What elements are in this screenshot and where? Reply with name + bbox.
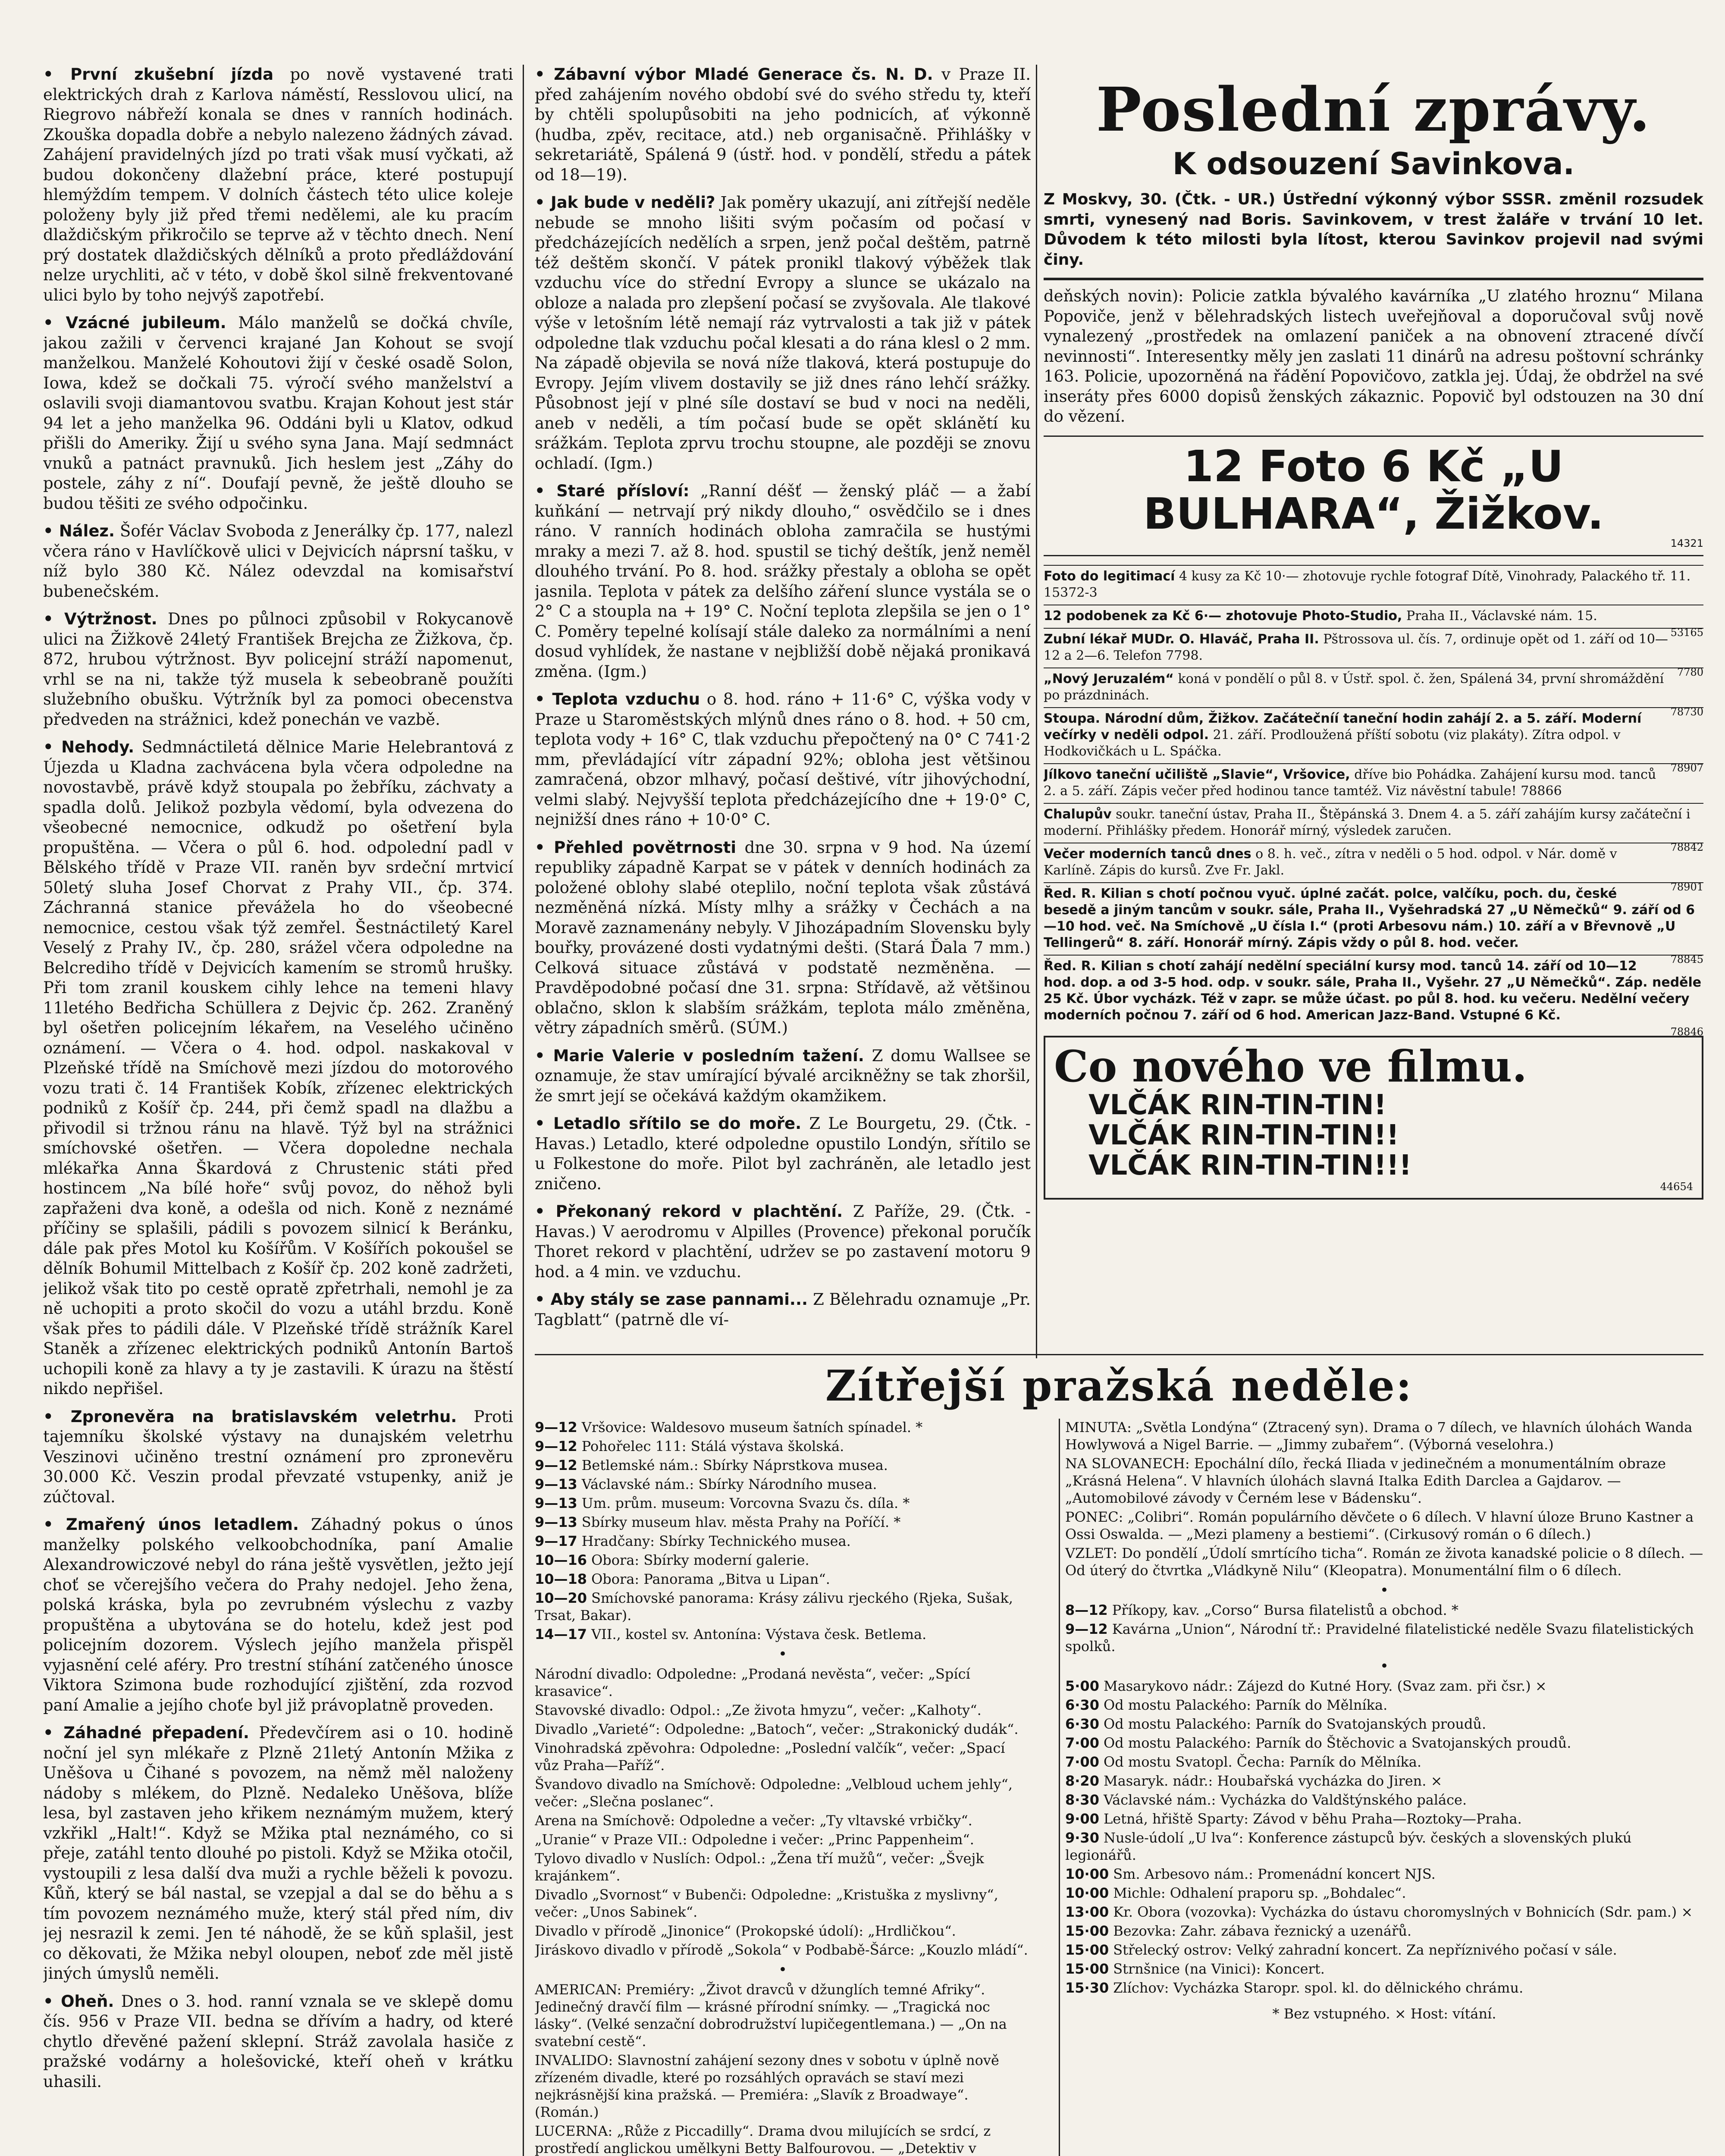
latest-news-lead: Z Moskvy, 30. (Čtk. - UR.) Ústřední výkonný výbor SSSR. změnil rozsudek smrti, vynesený nad Boris. Savinkovem, v trest žaláře v trvání 10 let. Důvodem k této milosti byla lítost, kterou Savinkov projevil nad svými činy.	[1044, 191, 1703, 269]
program-entry	[535, 1476, 1031, 1493]
program-entry	[535, 1922, 1031, 1940]
ad-number: 78842	[1670, 841, 1703, 853]
article-headline: • Překonaný rekord v plachtění.	[535, 1202, 843, 1221]
article-headline: • Záhadné přepadení.	[43, 1724, 249, 1742]
latest-news-story: deňských novin): Policie zatkla bývalého kavárníka „U zlatého hroznu“ Milana Popoviče, jenž v bělehradských listech uveřejňoval a doporučoval svůj nově vynalezený „prostředek na omlazení paniček a na obnovení ztracené dívčí nevinnosti“. Interesentky měly jen zaslati 11 dinárů na adresu poštovní schránky 163. Policie, upozorněná na řádění Popovičovo, zatkla jej. Údaj, že obdržel na své inseráty přes 6000 dopisů ženských zákaznic. Popovič byl odstouzen na 30 dní do vězení.	[1044, 287, 1703, 426]
program-entry	[1065, 1545, 1703, 1579]
program-text: Sm. Arbesovo nám.: Promenádní koncert NJS.	[1113, 1866, 1436, 1882]
program-time: 15·30	[1065, 1980, 1109, 1996]
news-article	[535, 1202, 1031, 1282]
ad-headline: Zubní lékař MUDr. O. Hlaváč, Praha II.	[1044, 631, 1319, 647]
article-text: Sedmnáctiletá dělnice Marie Helebrantová z Újezda u Kladna zachvácena byla včera odpoledne na novostavbě, právě když stoupala po žebříku, záchvaty a spadla dolů. Jelikož pozbyla vědomí, byla odvezena do všeobecné nemocnice, odkudž po ošetření byla propuštěna. — Včera o půl 6. hod. odpolední padl v Bělského třídě v Praze VII. raněn byv srdeční mrtvicí 50letý sluha Josef Chorvat z Prahy VII., čp. 374. Záchranná stanice převážela ho do všeobecné nemocnice, cestou však týž zemřel. Šestnáctiletý Karel Veselý z Prahy IV., čp. 280, srážel včera odpoledne na Belcrediho třídě v Dejvicích kamením se stromů hrušky. Při tom zranil kouskem cihly lehce na temeni hlavy 11letého Bedřicha Schüllera z Dejvic čp. 262. Zraněný byl ošetřen policejním lékařem, na Veselého učiněno oznámení. — Včera o 4. hod. odpol. naskakoval v Plzeňské třídě na Smíchově mezi jízdou do motorového vozu trati č. 14 František Kobík, zřízenec elektrických podniků z Košíř čp. 244, při čemž spadl na dlažbu a přivodil si tržnou ránu na hlavě. Týž byl na strážnici smíchovské ošetřen. — Včera dopoledne nechala mlékařka Anna Škardová z Chrustenic státi před hostincem „Na bílé hoře“ svůj povoz, do něhož byli zapřaženi dva koně, a odešla od nich. Koně z neznámé příčiny se splašili, pádili s povozem silnicí k Beránku, dále pak přes Motol ku Košířům. V Košířích pokoušel se dělník Bohumil Mittelbach z Košíř čp. 202 koně zadržeti, jelikož však tito po cestě opratě zpřetrhali, nemohl je za ně uchopiti a proto skočil do vozu a utáhl brzdu. Koně však přes to pádili dále. V Plzeňské třídě strážník Karel Staněk a zřízenec elektrických podniků Antonín Bartoš uchopili koně za hlavy a ty je zastavili. K úrazu na štěstí nikdo nepřišel.	[43, 738, 513, 1398]
ad-headline: Řed. R. Kilian s chotí zahájí nedělní speciální kursy mod. tanců 14. září od 10—12 hod. dop. a od 3-5 hod. odp. v soukr. sále, Praha II., Vyšehr. 27 „U Němečků“. Záp. neděle 25 Kč. Úbor vycházk. Též v zapr. se může účast. po půl 8. hod. ku večeru. Nedělní večery moderních počnou 7. září od 6 hod. American Jazz-Band. Vstupné 6 Kč.	[1044, 958, 1702, 1023]
program-text: INVALIDO: Slavnostní zahájení sezony dnes v sobotu v úplně nově zřízeném divadle, které po rozsáhlých opravách se staví mezi nejkrásnější kina pražská. — Premiéra: „Slavík z Broadwaye“. (Román.)	[535, 2052, 999, 2120]
program-entry	[535, 1776, 1031, 1810]
article-text: o 8. hod. ráno + 11·6° C, výška vody v Praze u Staroměstských mlýnů dnes ráno o 8. hod. + 50 cm, teplota vody + 16° C, tlak vzduchu přepočtený na 0° C 741·2 mm, převládající vítr západní 92%; obloha jest většinou zamračená, obzor mlhavý, počasí deštivé, vítr jihovýchodní, velmi slabý. Nejvyšší teplota předcházejícího dne + 19·0° C, nejnižší dnes ráno + 10·0° C.	[535, 690, 1031, 829]
program-entry	[1065, 1696, 1703, 1714]
classified-ad	[1044, 628, 1703, 678]
program-time: 9·00	[1065, 1811, 1099, 1827]
news-article	[535, 1114, 1031, 1194]
program-entry	[535, 1850, 1031, 1884]
article-text: Z Bělehradu oznamuje „Pr. Tagblatt“ (patrně dle ví-	[535, 1290, 1031, 1329]
article-text: Málo manželů se dočká chvíle, jakou zažili v červenci krajané Jan Kohout se svojí manželkou. Manželé Kohoutovi žijí v české osadě Solon, Iowa, kdež se dočkali 75. výročí svého manželství a oslavili svoji diamantovou svatbu. Krajan Kohout jest stár 94 let a jeho manželka 96. Oddáni byli u Klatov, odkud přišli do Ameriky. Žijí u svého syna Jana. Mají sedmnáct vnuků a patnáct pravnuků. Jich heslem jest „Záhy do postele, záhy z ní“. Doufají pevně, že ještě dlouho se budou těšiti ze svého odpočinku.	[43, 313, 513, 513]
news-article	[43, 1992, 513, 2092]
program-entry	[1065, 1865, 1703, 1883]
program-entry	[535, 1589, 1031, 1624]
program-time: 8—12	[1065, 1602, 1108, 1618]
program-entry	[535, 1831, 1031, 1848]
program-time: 10—20	[535, 1590, 587, 1606]
program-entry	[535, 1702, 1031, 1719]
article-headline: • Marie Valerie v posledním tažení.	[535, 1046, 864, 1065]
article-text: Předevčírem asi o 10. hodině noční jel syn mlékaře z Plzně 21letý Antonín Mžika z Uněšova u Čihané s povozem, na němž měl naloženy nádoby s mlékem, do Plzně. Nedaleko Uněšova, blíže lesa, byl zastaven jeho křikem neznámým mužem, který vzkřikl „Halt!“. Když se Mžika ptal neznámého, co si přeje, zatáhl tento dlouhé po pistoli. Když se Mžika otočil, vystoupili z lesa další dva muži a rychle běželi k povozu. Kůň, který se bál nastal, se vzepjal a dal se do běhu a s tím povozem neznámého muže, který stál před ním, div jej nesrazil k zemi. Jen té náhodě, že se kůň splašil, jest co děkovati, že Mžika nebyl oloupen, neboť zde měl jistě jiných úmyslů neměli.	[43, 1724, 513, 1983]
ad-number: 78846	[1670, 1025, 1703, 1038]
ad-text: 4 kusy za Kč 10·— zhotovuje rychle fotograf Dítě, Vinohrady, Palackého tř. 11. 15372-3	[1044, 568, 1691, 600]
news-article	[535, 65, 1031, 185]
program-text: Jiráskovo divadlo v přírodě „Sokola“ v Podbabě-Šárce: „Kouzlo mládí“.	[535, 1942, 1028, 1958]
ad-text: o 8. h. več., zítra v neděli o 5 hod. odpol. v Nár. domě v Karlíně. Zápis do kursů. Zve Fr. Jakl.	[1044, 846, 1617, 878]
program-time: 6·30	[1065, 1697, 1099, 1713]
ad-headline: Večer moderních tanců dnes	[1044, 846, 1251, 862]
news-article	[535, 689, 1031, 830]
ad-headline: Foto do legitimací	[1044, 568, 1175, 584]
program-entry	[535, 1532, 1031, 1550]
news-article	[535, 1290, 1031, 1330]
program-entry	[535, 1570, 1031, 1588]
program-text: VII., kostel sv. Antonína: Výstava česk. Betlema.	[591, 1626, 927, 1642]
program-entry	[1065, 1791, 1703, 1808]
program-entry	[535, 1665, 1031, 1700]
ad-number: 78901	[1670, 881, 1703, 893]
news-article	[535, 838, 1031, 1038]
article-text: „Ranní déšť — ženský pláč — a žabí kuňkání — netrvají prý nikdy dlouho,“ osvědčilo se i dnes ráno. V ranních hodinách obloha zamračila se hustými mraky a mezi 7. až 8. hod. spustil se tichý deštík, jenž neměl dlouhého trvání. Po 8. hod. srážky přestaly a obloha se opět jasnila. Teplota v pátek za delšího záření slunce vystála se o 2° C a stoupla na + 19° C. Noční teplota zlepšila se jen o 1° C. Poměry tepelné kolísají stále daleko za normálními a není dosud vyhlídek, že nastane v nejbližší době nějaká pronikavá změna. (Igm.)	[535, 482, 1031, 681]
program-text: NA SLOVANECH: Epochální dílo, řecká Iliada v jedinečném a monumentálním obraze „Krásná Helena“. V hlavních úlohách slavná Italka Edith Darclea a Gajdarov. — „Automobilové závody v Černém lese v Bádensku“.	[1065, 1455, 1666, 1506]
article-headline: • Oheň.	[43, 1992, 114, 2011]
article-headline: • Přehled povětrnosti	[535, 838, 737, 857]
article-headline: • Letadlo sřítilo se do moře.	[535, 1114, 802, 1133]
program-time: 9—13	[535, 1514, 577, 1530]
program-time: 9—17	[535, 1533, 577, 1549]
program-text: Obora: Panorama „Bitva u Lipan“.	[591, 1571, 830, 1587]
program-time: 13·00	[1065, 1904, 1109, 1920]
article-text: dne 30. srpna v 9 hod. Na území republiky západně Karpat se v pátek v denních hodinách za položené oblohy slabé oteplilo, noční teplota však zůstává nezměněná nízká. Místy mlhy a srážky v Čechách a na Moravě zaznamenány nebyly. V Jihozápadním Slovensku byly bouřky, provázené dosti vydatnými dešti. (Stará Ďala 7 mm.) Celková situace zůstává v podstatě nezměněna. — Pravděpodobné počasí dne 31. srpna: Střídavě, až většinou oblačno, sklon k slabším srážkám, teplota málo změněna, větry západních směrů. (SÚM.)	[535, 838, 1031, 1037]
program-text: Um. prům. museum: Vorcovna Svazu čs. díla. *	[581, 1495, 910, 1511]
program-text: Vršovice: Waldesovo museum šatních spínadel. *	[581, 1419, 923, 1435]
ad-headline: Chalupův	[1044, 806, 1112, 822]
classified-ad	[1044, 955, 1703, 1038]
program-text: Letná, hřiště Sparty: Závod v běhu Praha—Roztoky—Praha.	[1103, 1811, 1522, 1827]
program-text: PONEC: „Colibri“. Román populárního děvčete o 6 dílech. V hlavní úloze Bruno Kastner a Ossi Oswalda. — „Mezi plameny a bestiemi“. (Cirkusový román o 6 dílech.)	[1065, 1509, 1694, 1542]
program-entry	[1065, 1903, 1703, 1921]
program-text: Pohořelec 111: Stálá výstava školská.	[581, 1438, 844, 1454]
article-text: v Praze II. před zahájením nového období své do svého středu ty, kteří by chtěli spolupůsobiti na jeho podnicích, ať výkonně (hudba, zpěv, recitace, atd.) neb organisačně. Přihlášky v sekretariátě, Spálená 9 (ústř. hod. v pondělí, středu a pátek od 18—19).	[535, 65, 1031, 184]
program-text: Kr. Obora (vozovka): Vycházka do ústavu choromyslných v Bohnicích (Sdr. pam.) ×	[1113, 1904, 1693, 1920]
news-article	[43, 1515, 513, 1715]
program-time: 14—17	[535, 1626, 587, 1642]
separator-dot: •	[778, 1645, 787, 1663]
classified-ad	[1044, 803, 1703, 853]
program-entry	[1065, 1772, 1703, 1789]
program-time: 15·00	[1065, 1942, 1109, 1958]
article-text: Šofér Václav Svoboda z Jenerálky čp. 177, nalezl včera ráno v Havlíčkově ulici v Dejvicích náprsní tašku, v níž bylo 380 Kč. Nález odevzdal na komisařství bubenečském.	[43, 522, 513, 601]
program-entry	[535, 1438, 1031, 1455]
article-headline: • Výtržnost.	[43, 610, 157, 628]
program-entry	[535, 1495, 1031, 1512]
ad-headline: „Nový Jeruzalém“	[1044, 671, 1174, 686]
separator-dot: •	[778, 1961, 787, 1978]
program-text: Nusle-údolí „U lva“: Konference zástupců býv. českých a slovenských plukú legionářů.	[1065, 1830, 1632, 1863]
program-text: Betlemské nám.: Sbírky Náprstkova musea.	[581, 1457, 888, 1473]
program-entry	[1065, 1508, 1703, 1543]
program-text: Sbírky museum hlav. města Prahy na Poříčí. *	[581, 1514, 901, 1530]
program-entry	[1065, 1753, 1703, 1771]
program-text: Od mostu Palackého: Parník do Štěchovic a Svatojanských proudů.	[1103, 1735, 1571, 1751]
program-text: VZLET: Do pondělí „Údolí smrtícího ticha“. Román ze života kanadské policie o 8 dílech. — Od úterý do čtvrtka „Vládkyně Nilu“ (Kleopatra). Monumentální film o 6 dílech.	[1065, 1545, 1703, 1579]
classified-ad	[1044, 707, 1703, 774]
program-time: 15·00	[1065, 1961, 1109, 1977]
foto-advertisement	[1044, 436, 1703, 556]
program-text: Divadlo „Varieté“: Odpoledne: „Batoch“, večer: „Strakonický dudák“.	[535, 1721, 1019, 1737]
article-headline: • Zmařený únos letadlem.	[43, 1515, 299, 1534]
ad-text: koná v pondělí o půl 8. v Ústř. spol. č. žen, Spálená 34, první shromáždění po prázdninách.	[1044, 671, 1664, 703]
program-text: Hradčany: Sbírky Technického musea.	[581, 1533, 851, 1549]
sunday-program-left	[535, 1419, 1031, 2156]
program-text: Masaryk. nádr.: Houbařská vycházka do Jiren. ×	[1103, 1773, 1443, 1789]
ad-text: 21. září. Prodloužená příští sobotu (viz plakáty). Zítra odpol. v Hodkovičkách u L. Spáčka.	[1044, 727, 1621, 759]
article-text: Dnes po půlnoci způsobil v Rokycanově ulici na Žižkově 24letý František Brejcha ze Žižkova, čp. 872, hrubou výtržnost. Byv policejní stráží napomenut, vrhl se na ni, takže týž musela k sebeobraně použíti služebního obušku. Výtržník byl za pomoci obecenstva předveden na strážnici, kdež ponechán ve vazbě.	[43, 610, 513, 729]
program-text: Střelecký ostrov: Velký zahradní koncert. Za nepříznivého počasí v sále.	[1113, 1942, 1617, 1958]
program-text: Smíchovské panorama: Krásy zálivu rjeckého (Rjeka, Sušak, Trsat, Bakar).	[535, 1590, 1013, 1623]
program-entry	[535, 1941, 1031, 1959]
ad-text: dříve bio Pohádka. Zahájení kursu mod. tanců 2. a 5. září. Zápis večer před hodinou tance tamtéž. Viz návěstní tabule! 78866	[1044, 767, 1656, 799]
program-text: Arena na Smíchově: Odpoledne a večer: „Ty vltavské vrbičky“.	[535, 1812, 972, 1829]
program-entry	[1065, 1922, 1703, 1940]
article-headline: • Nález.	[43, 522, 115, 540]
column-rule	[1036, 65, 1037, 1358]
ad-text: Pštrossova ul. čís. 7, ordinuje opět od 1. září od 10—12 a 2—6. Telefon 7798.	[1044, 631, 1668, 663]
ad-text: soukr. taneční ústav, Praha II., Štěpánská 3. Dnem 4. a 5. září zahájím kursy začáteční i moderní. Přihlášky předem. Honorář mírný, výsledek zaručen.	[1044, 806, 1690, 838]
film-ad-line: VLČÁK RIN-TIN-TIN!!	[1088, 1119, 1399, 1151]
article-headline: • Teplota vzduchu	[535, 690, 700, 708]
program-entry	[1065, 1601, 1703, 1619]
news-article	[535, 1046, 1031, 1106]
program-entry	[535, 1812, 1031, 1829]
sunday-program-title: Zítřejší pražská neděle:	[825, 1361, 1413, 1411]
program-time: 9—13	[535, 1495, 577, 1511]
film-ad-heading: Co nového ve filmu.	[1054, 1040, 1527, 1092]
program-entry	[1065, 1960, 1703, 1977]
program-entry	[1065, 1677, 1703, 1695]
program-time: 15·00	[1065, 1923, 1109, 1939]
sunday-program-right	[1065, 1419, 1703, 2022]
program-entry	[535, 1419, 1031, 1436]
program-time: 9—12	[1065, 1621, 1108, 1637]
news-article	[43, 521, 513, 602]
program-text: Národní divadlo: Odpoledne: „Prodaná nevěsta“, večer: „Spící krasavice“.	[535, 1666, 970, 1699]
program-entry	[535, 1720, 1031, 1738]
article-text: Z domu Wallsee se oznamuje, že stav umírající bývalé arcikněžny se tak zhoršil, že smrt její se očekává každým okamžikem.	[535, 1046, 1031, 1105]
program-entry	[1065, 1829, 1703, 1864]
article-text: po nově vystavené trati elektrických drah z Karlova náměstí, Resslovou ulicí, na Riegrovo nábřeží konala se dnes v ranních hodinách. Zkouška dopadla dobře a nebylo nalezeno žádných závad. Zahájení pravidelných jízd po trati však musí vyčkati, až budou dokončeny dlažební práce, které postupují hlemýždím tempem. V dolních částech této ulice koleje položeny byly již před třemi nedělemi, ale ku pracím dlaždičským přikročilo se teprve až v těchto dnech. Není prý dostatek dlaždičských dělníků a proto předláždování nelze urychliti, ač v této, v době škol silně frekventované ulici bylo by toho nejvýš zapotřebí.	[43, 65, 513, 304]
program-time: 8·20	[1065, 1773, 1099, 1789]
article-headline: • Jak bude v neděli?	[535, 193, 715, 212]
program-time: 9—12	[535, 1457, 577, 1473]
program-footnote: * Bez vstupného. × Host: vítání.	[1272, 2006, 1496, 2022]
foto-ad-number: 14321	[1670, 537, 1703, 549]
article-headline: • Vzácné jubileum.	[43, 313, 226, 332]
program-text: Strnšnice (na Vinici): Koncert.	[1113, 1961, 1325, 1977]
program-entry	[1065, 1884, 1703, 1902]
program-time: 10—18	[535, 1571, 587, 1587]
program-time: 7·00	[1065, 1754, 1099, 1770]
ad-number: 7780	[1677, 666, 1703, 678]
program-entry	[535, 1739, 1031, 1774]
program-entry	[1065, 1715, 1703, 1733]
article-text: Proti tajemníku školské výstavy na dunajském veletrhu Veszinovi učiněno trestní oznámení pro zpronevěru 30.000 Kč. Veszin prodal převzaté vstupenky, aniž je zúčtoval.	[43, 1407, 513, 1506]
program-time: 10—16	[535, 1552, 587, 1568]
article-headline: • Staré přísloví:	[535, 482, 690, 500]
column-rule	[523, 65, 524, 2156]
news-article	[43, 313, 513, 514]
local-news-column	[43, 65, 513, 2156]
classified-ad	[1044, 843, 1703, 893]
program-text: Zlíchov: Vycházka Staropr. spol. kl. do dělnického chrámu.	[1113, 1980, 1524, 1996]
program-text: Od mostu Svatopl. Čecha: Parník do Mělníka.	[1103, 1754, 1421, 1770]
program-text: Tylovo divadlo v Nuslích: Odpol.: „Žena tří mužů“, večer: „Švejk krajánkem“.	[535, 1850, 984, 1884]
latest-news-title: Poslední zprávy.	[1096, 75, 1651, 145]
program-entry	[535, 1981, 1031, 2050]
program-time: 9—12	[535, 1419, 577, 1435]
news-article	[535, 481, 1031, 682]
program-time: 10·00	[1065, 1885, 1109, 1901]
program-entry	[1065, 1810, 1703, 1827]
program-entry	[1065, 1734, 1703, 1752]
program-entry	[1065, 1941, 1703, 1959]
program-text: Masarykovo nádr.: Zájezd do Kutné Hory. (Svaz zam. při čsr.) ×	[1103, 1678, 1547, 1694]
misc-news-column	[535, 65, 1031, 1358]
program-text: Od mostu Palackého: Parník do Svatojanských proudů.	[1103, 1716, 1487, 1732]
program-text: LUCERNA: „Růže z Piccadilly“. Drama dvou milujících se srdcí, z prostředí anglickou umělkyni Betty Balfourovou. — „Detektiv v	[535, 2123, 991, 2156]
program-text: MINUTA: „Světla Londýna“ (Ztracený syn). Drama o 7 dílech, ve hlavních úlohách Wanda Howlywová a Nigel Barrie. — „Jimmy zubařem“. (Výborná veselohra.)	[1065, 1419, 1693, 1453]
article-text: Z Le Bourgetu, 29. (Čtk. - Havas.) Letadlo, které odpoledne opustilo Londýn, sřítilo se u Folkestone do moře. Pilot byl zachráněn, ale letadlo jest zničeno.	[535, 1114, 1031, 1193]
latest-news-column	[1044, 65, 1703, 1436]
column-rule	[1059, 1419, 1060, 2156]
program-time: 6·30	[1065, 1716, 1099, 1732]
article-text: Jak poměry ukazují, ani zítřejší neděle nebude se mnoho lišiti svým počasím od počasí v předcházejících nedělích a srpen, jenž počal deštěm, patrně též deštěm skončí. V pátek pronikl tlakový výběžek tlak vzduchu více do střední Evropy a slunce se ukázalo na obloze a nalada pro zlepšení počasí se zvyšovala. Ale tlakové výše v letošním létě nemají ráz vytrvalosti a tak již v pátek odpoledne tlak vzduchu počal klesati a do rána klesl o 2 mm. Na západě objevila se nová níže tlaková, která postupuje do Evropy. Jejím vlivem dostavily se již dnes ráno lehčí srážky. Působnost její v plné síle dostaví se bud v noci na neděli, aneb v neděli, a tím počasí bude se opět sklánětí ku srážkám. Teplota zprvu trochu stoupne, ale později se znovu ochladí. (Igm.)	[535, 193, 1031, 473]
divider	[1044, 278, 1703, 280]
program-text: Stavovské divadlo: Odpol.: „Ze života hmyzu“, večer: „Kalhoty“.	[535, 1702, 982, 1718]
program-text: Od mostu Palackého: Parník do Mělníka.	[1103, 1697, 1388, 1713]
program-text: Švandovo divadlo na Smíchově: Odpoledne: „Velbloud uchem jehly“, večer: „Slečna poslanec“.	[535, 1776, 1013, 1810]
program-text: Vinohradská zpěvohra: Odpoledne: „Poslední valčík“, večer: „Spací vůz Praha—Paříž“.	[535, 1740, 1005, 1774]
program-text: Divadlo „Svornost“ v Bubenči: Odpoledne: „Kristuška z myslivny“, večer: „Unos Sabinek“.	[535, 1887, 998, 1920]
article-text: Záhadný pokus o únos manželky polského velkoobchodníka, paní Amalie Alexandrowiczové nebyl do rána ještě vysvětlen, ježto její choť se včerejšího večera do Prahy nedojel. Jeho žena, polská kráska, byla po zevrubném výslechu z vazby propuštěna a ubytována se do hotelu, kdež jest pod policejním dozorem. Výslech jejího manžela přispěl vyjasnění celé aféry. Pro trestní stíhání zatčeného únosce Viktora Szimona bude rozhodující zjištění, zda rozvod paní Amalie a jejího choťe byl již právoplatně proveden.	[43, 1515, 513, 1714]
program-text: „Uranie“ v Praze VII.: Odpoledne i večer: „Princ Pappenheim“.	[535, 1831, 974, 1848]
program-time: 8·30	[1065, 1792, 1099, 1808]
article-headline: • Zábavní výbor Mladé Generace čs. N. D.	[535, 65, 933, 84]
article-headline: • Zpronevěra na bratislavském veletrhu.	[43, 1407, 457, 1426]
sunday-program-section	[535, 1358, 1703, 2156]
film-advertisement	[1044, 1036, 1703, 1200]
film-ad-line: VLČÁK RIN-TIN-TIN!	[1088, 1089, 1386, 1121]
classified-ads	[1044, 565, 1703, 1038]
classified-ad	[1044, 667, 1703, 718]
program-text: Kavárna „Union“, Národní tř.: Pravidelné filatelistické neděle Svazu filatelistických spolků.	[1065, 1621, 1694, 1655]
program-text: Příkopy, kav. „Corso“ Bursa filatelistů a obchod. *	[1112, 1602, 1458, 1618]
program-entry	[1065, 1620, 1703, 1655]
program-entry	[535, 1457, 1031, 1474]
program-time: 10·00	[1065, 1866, 1109, 1882]
separator-dot: •	[1380, 1658, 1389, 1675]
program-text: AMERICAN: Premiéry: „Život dravců v džunglích temné Afriky“. Jedinečný dravčí film — krásné přírodní snímky. — „Tragická noc lásky“. (Velké senzační dobrodružství lupičegentlemana.) — „On na svatební cestě“.	[535, 1981, 1007, 2049]
program-entry	[535, 1886, 1031, 1921]
program-time: 9—12	[535, 1438, 577, 1454]
article-headline: • Nehody.	[43, 738, 135, 756]
ad-headline: 12 podobenek za Kč 6·— zhotovuje Photo-Studio,	[1044, 608, 1402, 624]
foto-ad-text: 12 Foto 6 Kč „U BULHARA“, Žižkov.	[1143, 441, 1604, 539]
ad-number: 78907	[1670, 761, 1703, 774]
news-article	[43, 609, 513, 730]
program-text: Bezovka: Zahr. zábava řeznický a uzenářů.	[1113, 1923, 1412, 1939]
separator-dot: •	[1380, 1582, 1389, 1599]
ad-text: Praha II., Václavské nám. 15.	[1406, 608, 1597, 624]
news-article	[43, 1723, 513, 1984]
program-entry	[535, 1551, 1031, 1569]
classified-ad	[1044, 882, 1703, 965]
film-ad-number: 44654	[1660, 1180, 1693, 1193]
program-text: Michle: Odhalení praporu sp. „Bohdalec“.	[1113, 1885, 1406, 1901]
classified-ad	[1044, 565, 1703, 605]
program-text: Obora: Sbírky moderní galerie.	[591, 1552, 809, 1568]
ad-headline: Řed. R. Kilian s chotí počnou vyuč. úplné začát. polce, valčíku, poch. du, české besedě a jiným tancům v soukr. sále, Praha II., Vyšehradská 27 „U Němečků“ 9. září od 6—10 hod. več. Na Smíchově „U čísla I.“ (proti Arbesovu nám.) 10. září a v Břevnově „U Tellingerů“ 8. září. Honorář mírný. Zápis vždy o půl 8. hod. večer.	[1044, 886, 1695, 950]
article-text: Dnes o 3. hod. ranní vznala se ve sklepě domu čís. 956 v Praze VII. bedna se dřívím a hadry, od které chytlo dřevěné pažení sklepní. Stráž zavolala hasiče z pražské vodárny a holešovické, kteří oheň v krátku uhasili.	[43, 1992, 513, 2091]
program-time: 5·00	[1065, 1678, 1099, 1694]
program-entry	[535, 1514, 1031, 1531]
program-time: 9—13	[535, 1476, 577, 1492]
program-entry	[1065, 1419, 1703, 1453]
program-entry	[1065, 1455, 1703, 1507]
article-headline: • Aby stály se zase pannami...	[535, 1290, 808, 1309]
program-text: Václavské nám.: Sbírky Národního musea.	[581, 1476, 877, 1492]
news-article	[43, 1407, 513, 1507]
news-article	[535, 193, 1031, 473]
program-entry	[535, 2052, 1031, 2121]
program-entry	[535, 1626, 1031, 1643]
article-text: Z Paříže, 29. (Čtk. - Havas.) V aerodromu v Alpilles (Provence) překonal poručík Thoret rekord v plachtění, udržev se po zastavení motoru 9 hod. a 4 min. ve vzduchu.	[535, 1202, 1031, 1281]
program-text: Václavské nám.: Vycházka do Valdštýnského paláce.	[1103, 1792, 1467, 1808]
classified-ad	[1044, 763, 1703, 803]
film-ad-line: VLČÁK RIN-TIN-TIN!!!	[1088, 1149, 1412, 1181]
latest-news-subtitle: K odsouzení Savinkova.	[1172, 146, 1575, 182]
program-time: 9·30	[1065, 1830, 1099, 1846]
ad-number: 53165	[1670, 626, 1703, 639]
program-text: Divadlo v přírodě „Jinonice“ (Prokopské údolí): „Hrdličkou“.	[535, 1923, 956, 1939]
program-entry	[535, 2122, 1031, 2156]
program-entry	[1065, 1979, 1703, 1996]
ad-headline: Stoupa. Národní dům, Žižkov. Začátečníí taneční hodin zahájí 2. a 5. září. Moderní večírky v neděli odpol.	[1044, 711, 1642, 743]
ad-number: 78730	[1670, 705, 1703, 718]
ad-number: 78845	[1670, 953, 1703, 965]
article-headline: • První zkušební jízda	[43, 65, 274, 84]
program-time: 7·00	[1065, 1735, 1099, 1751]
ad-headline: Jílkovo taneční učiliště „Slavie“, Vršovice,	[1044, 767, 1350, 782]
news-article	[43, 65, 513, 305]
news-article	[43, 737, 513, 1399]
